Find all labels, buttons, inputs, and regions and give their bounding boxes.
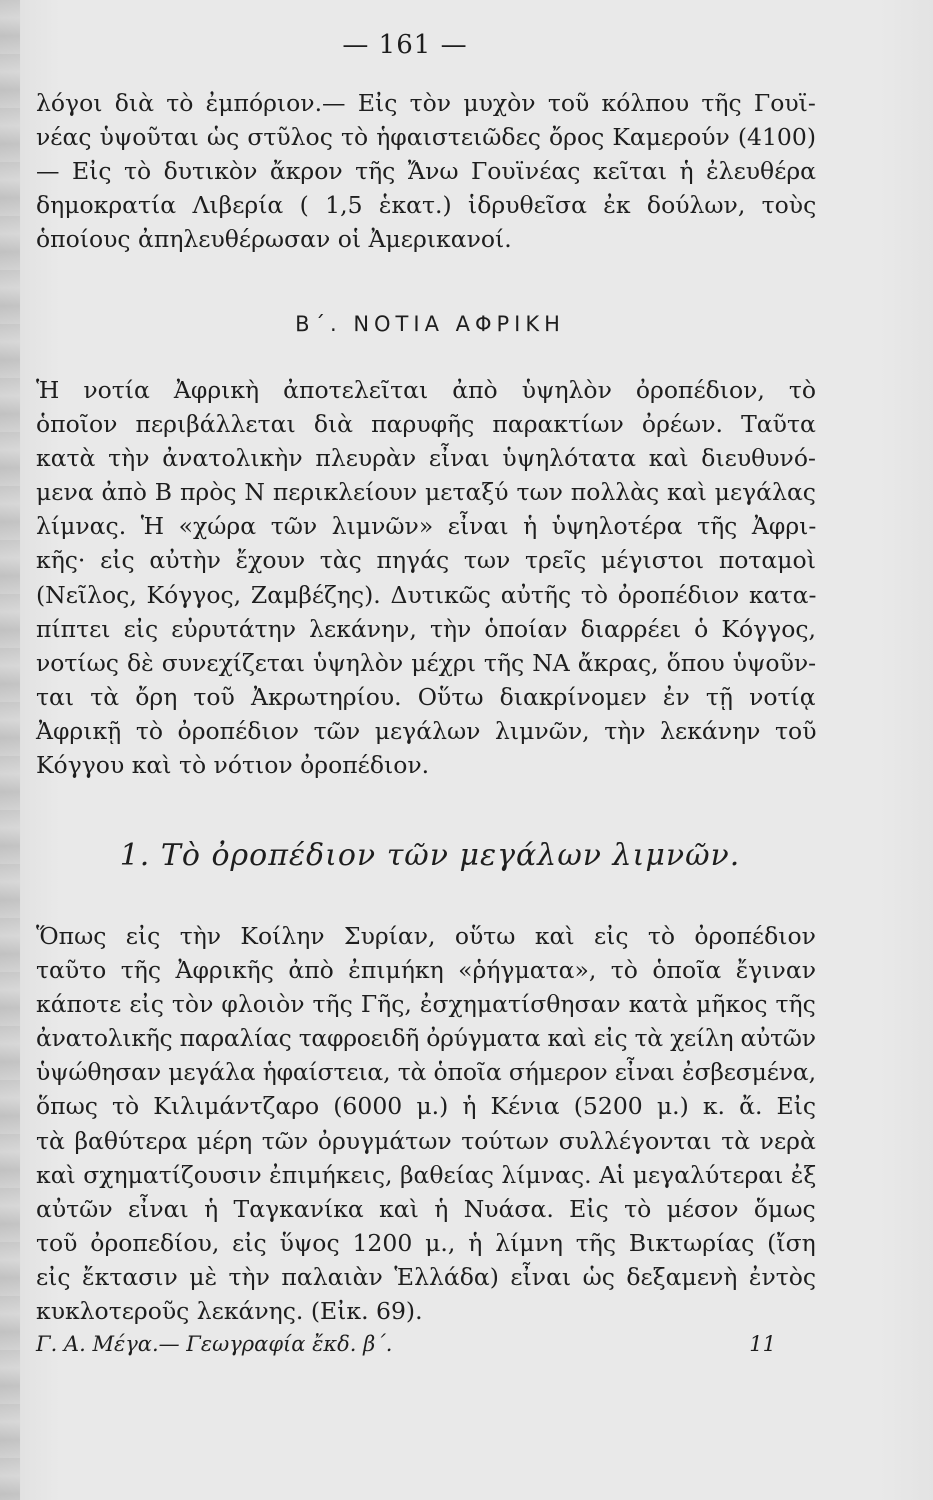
text-line: Ἀφρικῇ τὸ ὀροπέδιον τῶν μεγάλων λιμνῶν, τὴν λεκάνην τοῦ: [36, 716, 817, 745]
text-line: κάποτε εἰς τὸν φλοιὸν τῆς Γῆς, ἐσχηματίσθησαν κατὰ μῆκος τῆς: [36, 990, 816, 1019]
text-line: δημοκρατία Λιβερία ( 1,5 ἑκατ.) ἱδρυθεῖσα ἐκ δούλων, τοὺς: [36, 191, 817, 220]
south-africa-paragraph: [36, 373, 816, 782]
text-line: καὶ σχηματίζουσιν ἐπιμήκεις, βαθείας λίμνας. Αἱ μεγαλύτεραι ἐξ: [36, 1160, 817, 1189]
text-line: μενα ἀπὸ Β πρὸς Ν περικλείουν μεταξύ των πολλὰς καὶ μεγάλας: [36, 478, 816, 507]
text-line: κυκλοτεροῦς λεκάνης. (Εἰκ. 69).: [36, 1297, 423, 1326]
text-line: λίμνας. Ἡ «χώρα τῶν λιμνῶν» εἶναι ἡ ὑψηλοτέρα τῆς Ἀφρι-: [36, 512, 817, 541]
page-binding-edge: [0, 0, 20, 1500]
page-number: — 161 —: [342, 30, 468, 60]
text-line: ὅπως τὸ Κιλιμάντζαρο (6000 μ.) ἡ Κένια (5200 μ.) κ. ἄ. Εἰς: [36, 1092, 817, 1121]
text-line: ταῦτο τῆς Ἀφρικῆς ἀπὸ ἐπιμήκη «ῥήγματα», τὸ ὁποῖα ἔγιναν: [36, 956, 817, 985]
text-line: νέας ὑψοῦται ὡς στῦλος τὸ ἡφαιστειῶδες ὄρος Καμερούν (4100): [36, 123, 817, 152]
text-line: τοῦ ὀροπεδίου, εἰς ὕψος 1200 μ., ἡ λίμνη τῆς Βικτωρίας (ἴση: [36, 1228, 816, 1257]
section-heading: Β΄. ΝΟΤΙΑ ΑΦΡΙΚΗ: [295, 312, 565, 336]
subsection-title: 1. Τὸ ὀροπέδιον τῶν μεγάλων λιμνῶν.: [119, 838, 741, 873]
text-line: ἀνατολικῆς παραλίας ταφροειδῆ ὀρύγματα καὶ εἰς τὰ χείλη αὐτῶν: [36, 1024, 816, 1053]
footer-signature: Γ. Α. Μέγα.— Γεωγραφία ἔκδ. β΄.: [36, 1332, 393, 1356]
text-line: κῆς· εἰς αὐτὴν ἔχουν τὰς πηγάς των τρεῖς μέγιστοι ποταμοὶ: [36, 546, 816, 575]
text-line: ὁποίους ἀπηλευθέρωσαν οἱ Ἀμερικανοί.: [36, 225, 512, 254]
text-line: (Νεῖλος, Κόγγος, Ζαμβέζης). Δυτικῶς αὐτῆς τὸ ὀροπέδιον κατα-: [36, 580, 817, 609]
text-line: ὑψώθησαν μεγάλα ἡφαίστεια, τὰ ὁποῖα σήμερον εἶναι ἐσβεσμένα,: [36, 1058, 816, 1087]
text-line: νοτίως δὲ συνεχίζεται ὑψηλὸν μέχρι τῆς ΝΑ ἄκρας, ὅπου ὑψοῦν-: [36, 648, 817, 677]
text-line: Ὅπως εἰς τὴν Κοίλην Συρίαν, οὕτω καὶ εἰς τὸ ὀροπέδιον: [36, 922, 816, 950]
text-line: αὐτῶν εἶναι ἡ Ταγκανίκα καὶ ἡ Νυάσα. Εἰς τὸ μέσον ὅμως: [36, 1194, 816, 1223]
text-line: Κόγγου καὶ τὸ νότιον ὀροπέδιον.: [36, 751, 430, 780]
footer-signature-number: 11: [749, 1332, 776, 1356]
text-line: ται τὰ ὄρη τοῦ Ἀκρωτηρίου. Οὕτω διακρίνομεν ἐν τῇ νοτίᾳ: [36, 682, 816, 711]
text-line: κατὰ τὴν ἀνατολικὴν πλευρὰν εἶναι ὑψηλότατα καὶ διευθυνό-: [36, 444, 816, 473]
text-line: λόγοι διὰ τὸ ἐμπόριον.— Εἰς τὸν μυχὸν τοῦ κόλπου τῆς Γουϊ-: [36, 89, 816, 117]
plateau-paragraph: [36, 919, 816, 1328]
text-line: εἰς ἔκτασιν μὲ τὴν παλαιὰν Ἑλλάδα) εἶναι ὡς δεξαμενὴ ἐντὸς: [36, 1262, 817, 1291]
text-line: Ἡ νοτία Ἀφρικὴ ἀποτελεῖται ἀπὸ ὑψηλὸν ὀροπέδιον, τὸ: [36, 376, 817, 404]
text-line: — Εἰς τὸ δυτικὸν ἄκρον τῆς Ἄνω Γουϊνέας κεῖται ἡ ἐλευθέρα: [36, 157, 817, 186]
text-line: πίπτει εἰς εὐρυτάτην λεκάνην, τὴν ὁποίαν διαρρέει ὁ Κόγγος,: [36, 614, 816, 643]
intro-paragraph: [36, 86, 816, 256]
text-line: τὰ βαθύτερα μέρη τῶν ὀρυγμάτων τούτων συλλέγονται τὰ νερὰ: [36, 1126, 816, 1155]
text-line: ὁποῖον περιβάλλεται διὰ παρυφῆς παρακτίων ὀρέων. Ταῦτα: [36, 410, 816, 439]
